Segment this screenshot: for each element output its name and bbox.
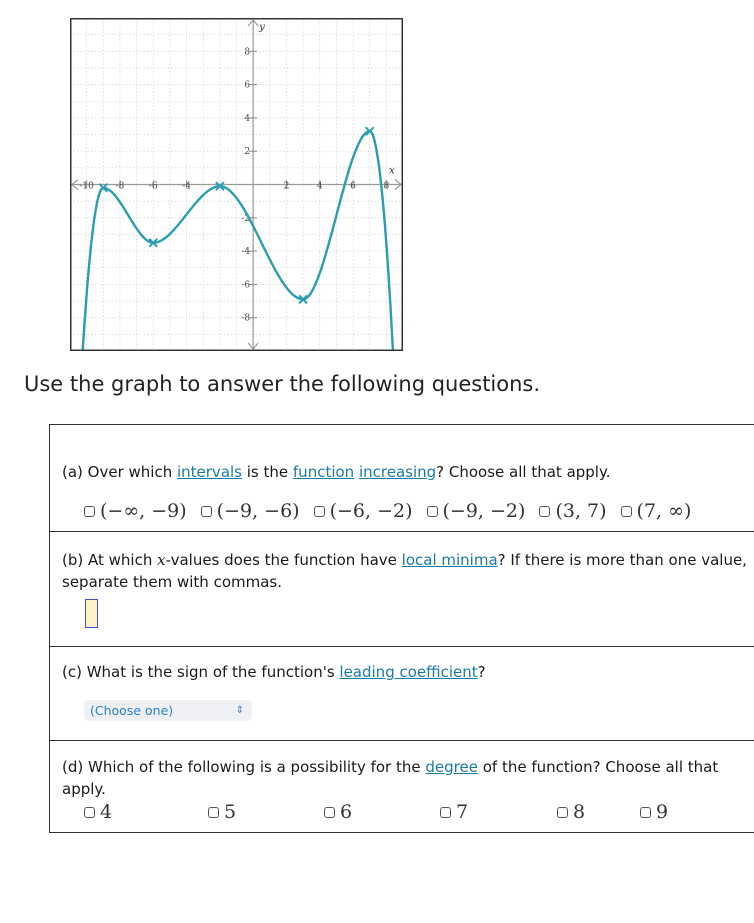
checkbox[interactable] (621, 506, 632, 517)
interval-option-1[interactable]: (−∞, −9) (84, 500, 187, 522)
x-tick-label: -10 (79, 181, 94, 192)
question-c (50, 647, 754, 741)
checkbox[interactable] (640, 807, 651, 818)
checkbox[interactable] (208, 807, 219, 818)
local-minima-input[interactable] (85, 599, 98, 628)
checkbox[interactable] (324, 807, 335, 818)
intervals-link[interactable]: intervals (176, 463, 242, 481)
y-tick-label: 6 (244, 80, 251, 91)
checkbox[interactable] (440, 807, 451, 818)
x-tick-label: -6 (148, 181, 158, 192)
interval-option-3[interactable]: (−6, −2) (314, 500, 413, 522)
y-tick-label: 2 (244, 147, 251, 158)
x-tick-label: 8 (383, 181, 390, 192)
degree-link[interactable]: degree (425, 758, 478, 776)
checkbox[interactable] (314, 506, 325, 517)
local-minima-link[interactable]: local minima (401, 551, 498, 569)
x-axis-label: x (389, 165, 395, 177)
y-tick-label: -4 (241, 247, 251, 258)
y-tick-label: -6 (241, 280, 251, 291)
x-tick-label: 4 (316, 181, 323, 192)
degree-option-5[interactable]: 5 (208, 801, 236, 823)
question-a-text: (a) Over which intervals is the function increasing? Choose all that apply. (62, 463, 611, 481)
checkbox[interactable] (201, 506, 212, 517)
increasing-link[interactable]: increasing (358, 463, 437, 481)
instructions: Use the graph to answer the following questions. (24, 372, 541, 396)
degree-option-9[interactable]: 9 (640, 801, 668, 823)
select-caret-icon: ⇕ (235, 705, 244, 716)
x-tick-label: 2 (283, 181, 290, 192)
interval-option-2[interactable]: (−9, −6) (201, 500, 300, 522)
question-panel (49, 424, 754, 833)
y-tick-label: -8 (241, 313, 251, 324)
interval-options (84, 500, 691, 522)
x-tick-label: -4 (182, 181, 191, 192)
degree-option-4[interactable]: 4 (84, 801, 112, 823)
checkbox[interactable] (557, 807, 568, 818)
interval-option-5[interactable]: (3, 7) (539, 500, 606, 522)
degree-option-6[interactable]: 6 (324, 801, 352, 823)
question-d (50, 741, 754, 833)
question-a (50, 425, 754, 532)
interval-option-6[interactable]: (7, ∞) (621, 500, 692, 522)
y-axis-label: y (259, 22, 265, 33)
interval-option-4[interactable]: (−9, −2) (427, 500, 526, 522)
function-curve (82, 131, 394, 351)
x-tick-label: 6 (350, 181, 356, 192)
question-b (50, 532, 754, 647)
checkbox[interactable] (84, 807, 95, 818)
checkbox[interactable] (539, 506, 550, 517)
function-link[interactable]: function (292, 463, 355, 481)
function-graph (70, 18, 403, 351)
x-tick-label: -8 (115, 181, 125, 192)
degree-option-7[interactable]: 7 (440, 801, 468, 823)
y-tick-label: -2 (241, 213, 251, 224)
question-c-text: (c) What is the sign of the function's leading coefficient? (62, 663, 486, 681)
question-d-text: (d) Which of the following is a possibility for the degree of the function? Choose all that apply. (62, 758, 719, 798)
checkbox[interactable] (84, 506, 95, 517)
question-b-text: (b) At which x-values does the function have local minima? If there is more than one value, separate them with commas. (62, 551, 747, 591)
leading-coefficient-link[interactable]: leading coefficient (339, 663, 478, 681)
checkbox[interactable] (427, 506, 438, 517)
y-tick-label: 4 (244, 113, 251, 124)
sign-select[interactable]: (Choose one) ⇕ (84, 700, 252, 721)
degree-option-8[interactable]: 8 (557, 801, 585, 823)
y-tick-label: 8 (244, 47, 251, 58)
